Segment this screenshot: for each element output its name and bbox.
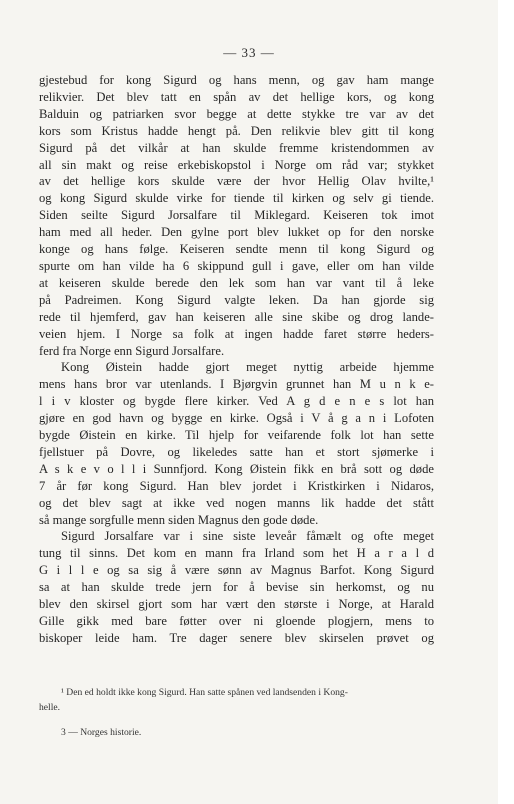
text-line: tung til sinns. Det kom en mann fra Irland som het H a r a l d	[39, 546, 434, 561]
text-line: biskoper leide ham. Tre dager senere blev skirselen prøvet og	[39, 630, 434, 645]
text-line: ham med all heder. Den gylne port blev lukket op for den norske	[39, 225, 434, 240]
text-line: på Padreimen. Kong Sigurd valgte leken. Da han gjorde sig	[39, 292, 434, 307]
text-line: av det hellige kors skulde være der hvor Hellig Olav hvilte,¹	[39, 174, 434, 189]
text-line: Gille gikk med bare føtter over ni gloende plogjern, mens to	[39, 614, 434, 628]
footnote-line: helle.	[39, 702, 61, 713]
footnote-line: ¹ Den ed holdt ikke kong Sigurd. Han satte spånen ved landsenden i Kong-	[61, 687, 348, 698]
text-line: gjestebud for kong Sigurd og hans menn, og gav ham mange	[39, 73, 434, 87]
text-line: Kong Øistein hadde gjort meget nyttig arbeide hjemme	[61, 360, 434, 375]
text-line: Balduin og patriarken svor begge at dette stykke tre var av det	[39, 106, 434, 121]
text-line: Siden seilte Sigurd Jorsalfare til Miklegard. Keiseren tok imot	[39, 208, 434, 223]
text-line: bygde Øistein en kirke. Til hjelp for veifarende folk lot han sette	[39, 428, 434, 443]
text-line: rede til hjemferd, gav han keiseren alle sine skibe og drog lande-	[39, 309, 434, 324]
text-line: sa at han skulde trede jern for å bevise sin herkomst, og nu	[39, 580, 434, 595]
text-line: spurte om han vilde ha 6 skippund gull i gave, eller om han vilde	[39, 258, 434, 273]
text-line: ferd fra Norge enn Sigurd Jorsalfare.	[39, 343, 225, 358]
text-line: relikvier. Det blev tatt en spån av det hellige kors, og kong	[39, 89, 434, 104]
footnotes	[39, 685, 434, 740]
text-line: konge og hans følge. Keiseren sendte menn til kong Sigurd og	[39, 242, 434, 257]
text-line: G i l l e og sa sig å være sønn av Magnus Barfot. Kong Sigurd	[39, 563, 434, 578]
text-line: mens hans bror var utenlands. I Bjørgvin grunnet han M u n k e-	[39, 377, 434, 392]
text-line: l i v kloster og bygde flere kirker. Ved A g d e n e s lot han	[39, 394, 434, 409]
signature-mark: 3 — Norges historie.	[61, 727, 142, 738]
page-margin	[498, 0, 514, 804]
text-line: og kong Sigurd skulde virke for tiende til kirken og selv gi tiende.	[39, 191, 434, 206]
text-line: gjøre en god havn og bygge en kirke. Også i V å g a n i Lofoten	[39, 411, 434, 426]
text-line: at keiseren skulde berede den lek som han var vant til å leke	[39, 275, 434, 290]
text-line: Sigurd på det vilkår at han skulde fremme kristendommen av	[39, 140, 434, 155]
text-line: 7 år før kong Sigurd. Han blev jordet i Kristkirken i Nidaros,	[39, 478, 434, 493]
text-line: kors som Kristus hadde hengt på. Den relikvie blev gitt til kong	[39, 123, 434, 138]
text-line: og det blev sagt at ikke ved nogen manns lik hadde det stått	[39, 495, 434, 510]
body-text	[39, 72, 434, 647]
text-line: veien hjem. I Norge sa folk at ingen hadde faret større heders-	[39, 326, 434, 341]
text-line: blev den skirsel gjort som har vært den største i Norge, at Harald	[39, 597, 434, 612]
text-line: A s k e v o l l i Sunnfjord. Kong Øistein fikk en brå sott og døde	[39, 461, 434, 476]
text-line: så mange sorgfulle menn siden Magnus den gode døde.	[39, 512, 319, 527]
page-number: — 33 —	[223, 45, 275, 60]
text-line: Sigurd Jorsalfare var i sine siste leveår fåmælt og ofte meget	[61, 529, 434, 544]
text-line: fjellstuer på Dovre, og likeledes satte han et stort sjømerke i	[39, 444, 434, 459]
text-line: all sin makt og reise erkebiskopstol i Norge om råd var; stykket	[39, 157, 434, 172]
